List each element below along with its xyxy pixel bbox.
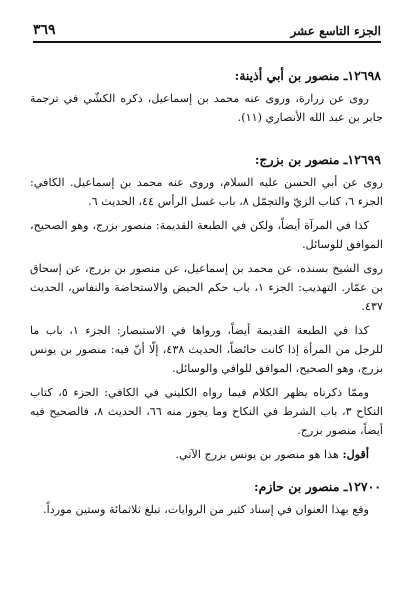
entry-heading: ١٢٦٩٨ـ منصور بن أبي أذينة: xyxy=(234,68,381,83)
entry-mansur-ibn-abi-udhayna xyxy=(30,68,383,127)
note-label: أقول: xyxy=(342,447,369,461)
entry-separator xyxy=(30,132,383,152)
page-content xyxy=(30,68,383,524)
entry-mansur-ibn-buzurj xyxy=(30,152,383,464)
entry-paragraph: وممّا ذكرناه يظهر الكلام فيما رواه الكليني في الكافي: الجزء ٥، كتاب النكاح ٣، باب الشرط في النكاح وما يجوز منه ٦٦، الحديث ٨، فالصحيح فيه أيضاً، منصور بزرج. xyxy=(30,386,383,437)
page-header xyxy=(33,16,381,43)
entry-paragraph: وقع بهذا العنوان في إسناد كثير من الروايات، تبلغ ثلاثمائة وستين مورداً. xyxy=(43,503,369,516)
note-text: هذا هو منصور بن يونس بزرج الآتي. xyxy=(175,448,339,461)
page-number: ٣٦٩ xyxy=(33,22,56,38)
running-title: الجزء التاسع عشر xyxy=(290,24,381,38)
author-note xyxy=(30,445,383,464)
entry-mansur-ibn-hazim xyxy=(30,479,383,519)
entry-paragraph: روى عن أبي الحسن عليه السلام، وروى عنه محمد بن إسماعيل. الكافي: الجزء ٦، كتاب الزيّ والتجمّل ٨، باب غسل الرأس ٤٤، الحديث ٦. xyxy=(30,176,383,208)
entry-paragraph: روى الشيخ بسنده، عن محمد بن إسماعيل، عن منصور بن بزرج، عن إسحاق بن عمّار. التهذيب: الجزء ١، باب حكم الحيض والاستحاضة والنفاس، الحديث ٤٣٧. xyxy=(30,262,383,313)
entry-separator xyxy=(30,469,383,479)
entry-paragraph: كذا في المرآة أيضاً، ولكن في الطبعة القديمة: منصور بزرج، وهو الصحيح، الموافق للوسائل. xyxy=(30,219,383,251)
entry-heading: ١٢٦٩٩ـ منصور بن بزرج: xyxy=(254,152,381,167)
entry-paragraph: روى عن زرارة، وروى عنه محمد بن إسماعيل، ذكره الكشّي في ترجمة جابر بن عبد الله الأنصاري (١١). xyxy=(30,92,383,124)
entry-paragraph: كذا في الطبعة القديمة أيضاً، ورواها في الاستبصار: الجزء ١، باب ما للرجل من المرأة إذا كانت حائضاً، الحديث ٤٣٨، إلّا أنّ فيه: منصور بن يونس بزرج، وهو الصحيح، الموافق للوافي والوسائل. xyxy=(30,324,383,375)
entry-heading: ١٢٧٠٠ـ منصور بن حازم: xyxy=(253,479,381,494)
